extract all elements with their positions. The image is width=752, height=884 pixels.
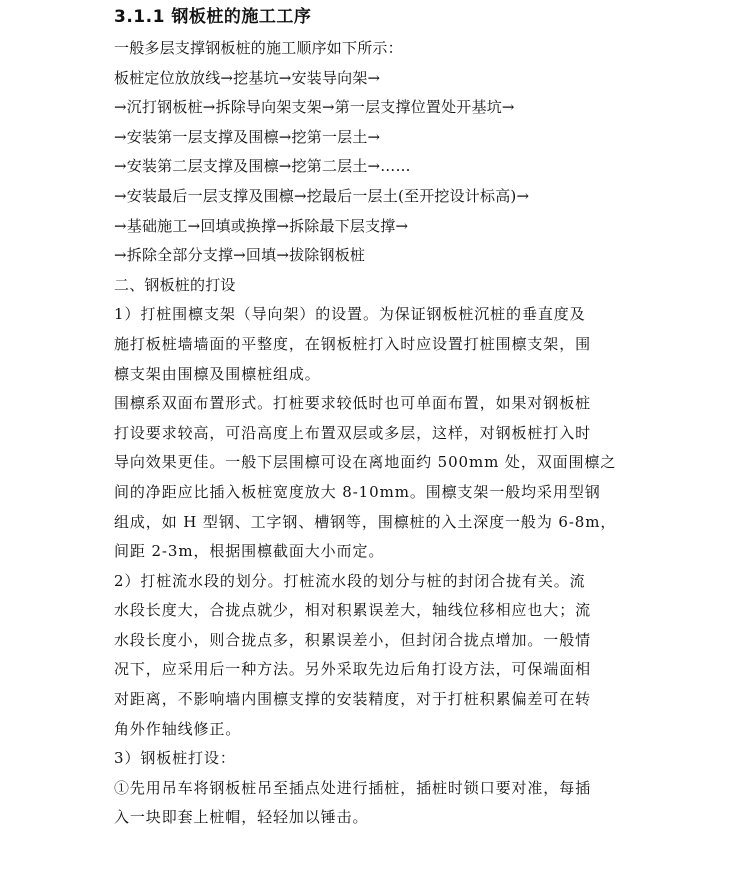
- construction-sequence: [114, 64, 694, 271]
- paragraph-line: 间距 2-3m，根据围檩截面大小而定。: [114, 542, 385, 561]
- sequence-step: →沉打钢板桩→拆除导向架支架→第一层支撑位置处开基坑→: [114, 98, 515, 117]
- paragraph-line: 角外作轴线修正。: [114, 719, 242, 738]
- sequence-step: →安装第二层支撑及围檩→挖第二层土→……: [114, 157, 411, 176]
- paragraph-guide-frame: [114, 300, 694, 389]
- paragraph-purlin-layout: [114, 389, 694, 567]
- paragraph-line: 1）打桩围檩支架（导向架）的设置。为保证钢板桩沉桩的垂直度及: [114, 305, 586, 324]
- sequence-intro: 一般多层支撑钢板桩的施工顺序如下所示：: [114, 39, 403, 57]
- paragraph-line: 2）打桩流水段的划分。打桩流水段的划分与桩的封闭合拢有关。流: [114, 571, 586, 590]
- paragraph-line: 组成，如 H 型钢、工字钢、槽钢等，围檩桩的入土深度一般为 6-8m，: [114, 512, 617, 531]
- paragraph-line: 水段长度小，则合拢点多，积累误差小，但封闭合拢点增加。一般情: [114, 630, 592, 649]
- document-page: [114, 0, 694, 833]
- paragraph-line: 导向效果更佳。一般下层围檩可设在离地面约 500mm 处，双面围檩之: [114, 453, 617, 472]
- subsection-title: 二、钢板桩的打设: [114, 275, 236, 294]
- paragraph-driving-title: [114, 744, 694, 774]
- sequence-step: →安装第一层支撑及围檩→挖第一层土→: [114, 127, 381, 146]
- paragraph-driving-step-1: [114, 774, 694, 833]
- paragraph-line: 对距离，不影响墙内围檩支撑的安装精度，对于打桩积累偏差可在转: [114, 690, 592, 709]
- paragraph-flow-sections: [114, 567, 694, 745]
- paragraph-line: 檩支架由围檩及围檩桩组成。: [114, 364, 321, 383]
- sequence-step: →安装最后一层支撑及围檩→挖最后一层土(至开挖设计标高)→: [114, 186, 530, 205]
- paragraph-line: ①先用吊车将钢板桩吊至插点处进行插桩，插桩时锁口要对准，每插: [114, 778, 592, 797]
- paragraph-line: 况下，应采用后一种方法。另外采取先边后角打设方法，可保端面相: [114, 660, 592, 679]
- sequence-step: →基础施工→回填或换撑→拆除最下层支撑→: [114, 216, 409, 235]
- paragraph-line: 打设要求较高，可沿高度上布置双层或多层，这样，对钢板桩打入时: [114, 423, 592, 442]
- paragraph-line: 水段长度大，合拢点就少，相对积累误差大，轴线位移相应也大；流: [114, 601, 592, 620]
- paragraph-line: 3）钢板桩打设：: [114, 749, 236, 768]
- section-heading: 3.1.1 钢板桩的施工工序: [114, 7, 312, 27]
- paragraph-line: 间的净距应比插入板桩宽度放大 8-10mm。围檩支架一般均采用型钢: [114, 482, 601, 501]
- paragraph-line: 施打板桩墙墙面的平整度，在钢板桩打入时应设置打桩围檩支架，围: [114, 334, 592, 353]
- sequence-step: 板桩定位放放线→挖基坑→安装导向架→: [114, 68, 381, 87]
- paragraph-line: 入一块即套上桩帽，轻轻加以锤击。: [114, 808, 369, 827]
- sequence-step: →拆除全部分支撑→回填→拔除钢板桩: [114, 246, 366, 265]
- paragraph-line: 围檩系双面布置形式。打桩要求较低时也可单面布置，如果对钢板桩: [114, 394, 592, 413]
